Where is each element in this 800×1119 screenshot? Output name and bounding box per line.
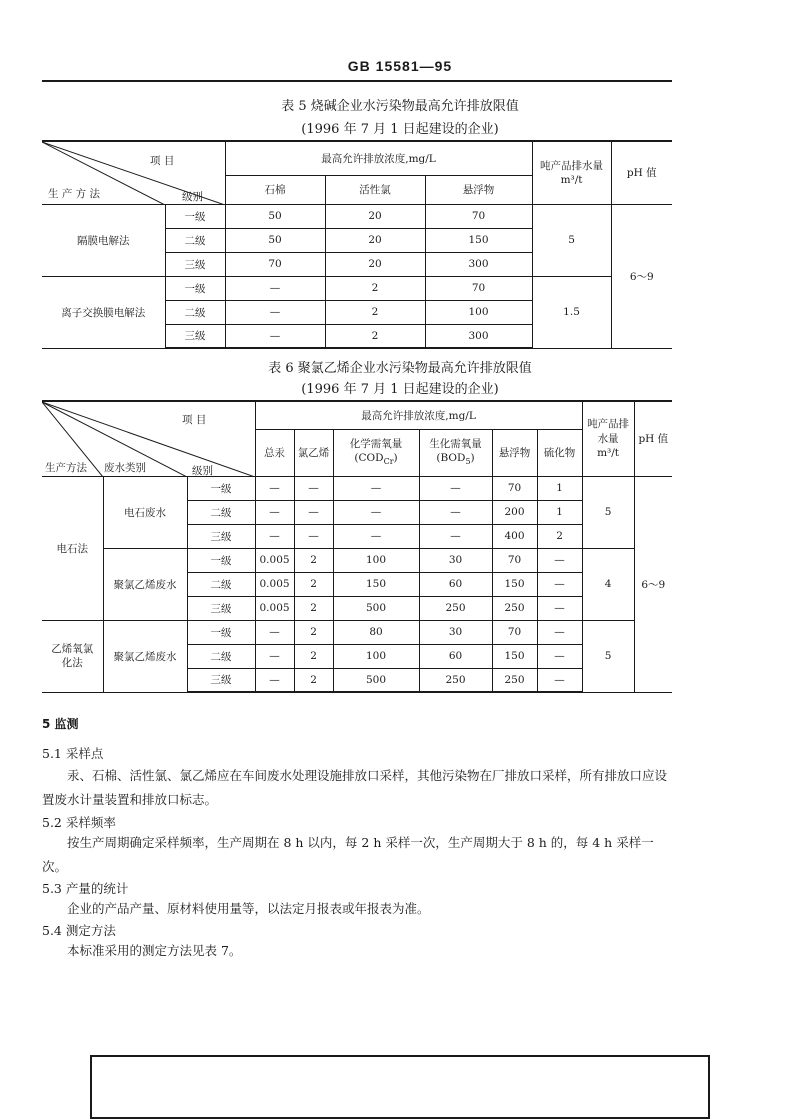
table5-grade: 二级: [165, 300, 225, 324]
table6-cell: 150: [333, 572, 419, 596]
cod-open: (COD: [354, 452, 384, 465]
table6-cell: 60: [419, 572, 492, 596]
table6-cell: 30: [419, 620, 492, 644]
table6-cell: 2: [294, 668, 333, 692]
table6-cell: —: [537, 596, 582, 620]
table6-cell: 70: [492, 548, 537, 572]
cod-close: ): [393, 452, 398, 465]
table6-cell: —: [255, 500, 294, 524]
table6-cell: 250: [419, 596, 492, 620]
table6-grade: 二级: [187, 644, 255, 668]
table5-head-ph: pH 值: [611, 141, 672, 204]
table6-cell: —: [294, 476, 333, 500]
section-5-3-text: 企业的产品产量、原材料使用量等，以法定月报表或年报表为准。: [67, 901, 430, 916]
table6-cell: 1: [537, 500, 582, 524]
table5-cell: —: [225, 300, 325, 324]
table6-col-cod: [333, 429, 419, 476]
table5-head-grade: 级别: [182, 191, 203, 203]
table6-waste: 聚氯乙烯废水: [103, 620, 187, 692]
table6-cell: 2: [294, 620, 333, 644]
bod-close: ): [470, 452, 475, 465]
table6-cell: 70: [492, 476, 537, 500]
table6-method: 电石法: [42, 476, 103, 620]
table6-cell: 2: [537, 524, 582, 548]
table6-cell: 0.005: [255, 596, 294, 620]
table6-cell: 150: [492, 572, 537, 596]
section-5-heading: 5 监测: [42, 717, 79, 731]
table6-cell: 100: [333, 644, 419, 668]
table6-cell: 400: [492, 524, 537, 548]
table5-grade: 一级: [165, 204, 225, 228]
table5-water: 1.5: [532, 276, 611, 348]
table6-cell: —: [537, 620, 582, 644]
table5-cell: 70: [425, 204, 532, 228]
table6-cell: 70: [492, 620, 537, 644]
table5-cell: 20: [325, 252, 425, 276]
table6-cell: 30: [419, 548, 492, 572]
section-5-2-text: 按生产周期确定采样频率，生产周期在 8 h 以内，每 2 h 采样一次，生产周期大于 8 h 的，每 4 h 采样一次。: [42, 835, 654, 874]
table6-cell: 0.005: [255, 572, 294, 596]
table6-head-method: 生产方法: [45, 462, 87, 474]
table6-cell: 2: [294, 548, 333, 572]
table6-ph: 6～9: [634, 476, 672, 692]
table6-col-hg: 总汞: [255, 429, 294, 476]
table5-grade: 三级: [165, 252, 225, 276]
table6-grade: 一级: [187, 620, 255, 644]
table5-cell: —: [225, 276, 325, 300]
table6-cell: 2: [294, 572, 333, 596]
table6-col-bod-a: 生化需氧量: [429, 437, 482, 450]
table6-cell: —: [537, 548, 582, 572]
table6-grade: 一级: [187, 476, 255, 500]
table6-cell: 250: [492, 668, 537, 692]
table5-col-asbestos: 石棉: [225, 175, 325, 204]
standard-code: GB 15581—95: [347, 58, 453, 74]
table6-cell: —: [419, 476, 492, 500]
section-5-2-heading: 5.2 采样频率: [42, 815, 116, 830]
table6-cell: 250: [419, 668, 492, 692]
table6-cell: 250: [492, 596, 537, 620]
table5-cell: 150: [425, 228, 532, 252]
table6-cell: 2: [294, 644, 333, 668]
table6-subtitle: (1996 年 7 月 1 日起建设的企业): [301, 382, 499, 397]
table6-cell: 150: [492, 644, 537, 668]
table6-head-waste: 废水类别: [104, 462, 146, 474]
table6-cell: —: [255, 620, 294, 644]
table5-head-method: 生 产 方 法: [48, 188, 101, 200]
table6-method: 乙烯氧氯化法: [42, 620, 103, 692]
table6-head-ph: pH 值: [634, 401, 672, 476]
table6-cell: 500: [333, 668, 419, 692]
table6-col-cod-a: 化学需氧量: [349, 437, 403, 450]
table-row: [42, 548, 672, 572]
table5-head-water-unit: m³/t: [560, 173, 583, 186]
table6-cell: —: [419, 524, 492, 548]
table6-cell: 60: [419, 644, 492, 668]
table5-ph: 6～9: [611, 204, 672, 348]
bod-sub: 5: [465, 457, 471, 467]
table6-head-conc: 最高允许排放浓度,mg/L: [255, 401, 582, 429]
table6-cell: —: [294, 500, 333, 524]
table6-cell: —: [537, 644, 582, 668]
table6-col-cod-b: [334, 451, 419, 468]
table5-method: 离子交换膜电解法: [42, 276, 165, 348]
section-5-1-heading: 5.1 采样点: [42, 746, 104, 761]
section-5-1-text: 汞、石棉、活性氯、氯乙烯应在车间废水处理设施排放口采样，其他污染物在厂排放口采样，所有排放口应设置废水计量装置和排放口标志。: [42, 768, 668, 807]
table5-cell: 70: [425, 276, 532, 300]
table5-col-ss: 悬浮物: [425, 175, 532, 204]
table5-method: 隔膜电解法: [42, 204, 165, 276]
table6-cell: —: [255, 668, 294, 692]
table5-cell: 70: [225, 252, 325, 276]
table6-grade: 三级: [187, 596, 255, 620]
table6-cell: —: [333, 524, 419, 548]
table5-head-water: [532, 141, 611, 204]
section-5-4-heading: 5.4 测定方法: [42, 923, 116, 938]
table5-grade: 三级: [165, 324, 225, 348]
table5-cell: —: [225, 324, 325, 348]
table6-col-bod-b: [420, 451, 492, 468]
table6-grade: 二级: [187, 572, 255, 596]
table5-cell: 300: [425, 324, 532, 348]
table5-cell: 2: [325, 300, 425, 324]
table5-cell: 20: [325, 228, 425, 252]
table6-cell: 500: [333, 596, 419, 620]
table6-cell: 200: [492, 500, 537, 524]
table6-head-water: [582, 401, 634, 476]
table6-water: 5: [582, 476, 634, 548]
table5-cell: 2: [325, 276, 425, 300]
table6-cell: —: [537, 668, 582, 692]
table6-grade: 二级: [187, 500, 255, 524]
table6-grade: 三级: [187, 668, 255, 692]
table5-head-item: 项 目: [150, 155, 175, 167]
table6-cell: —: [333, 500, 419, 524]
table6-col-ss: 悬浮物: [492, 429, 537, 476]
table6-grade: 三级: [187, 524, 255, 548]
table6-cell: —: [255, 476, 294, 500]
table6-cell: 100: [333, 548, 419, 572]
table-row: [42, 204, 672, 228]
table6-cell: —: [419, 500, 492, 524]
table6-cell: 2: [294, 596, 333, 620]
table5-diagonal-header: [42, 141, 225, 204]
table5-cell: 50: [225, 228, 325, 252]
table5-cell: 20: [325, 204, 425, 228]
section-5-4-text: 本标准采用的测定方法见表 7。: [67, 943, 242, 958]
table5-head-conc: 最高允许排放浓度,mg/L: [225, 141, 532, 175]
table6-col-vcm: 氯乙烯: [294, 429, 333, 476]
table6-waste: 电石废水: [103, 476, 187, 548]
table5-head-water-label: 吨产品排水量: [540, 159, 604, 172]
table6-title: 表 6 聚氯乙烯企业水污染物最高允许排放限值: [268, 361, 532, 376]
table6-cell: —: [333, 476, 419, 500]
table6-cell: —: [255, 644, 294, 668]
table6-water: 4: [582, 548, 634, 620]
table6-waste: 聚氯乙烯废水: [103, 548, 187, 620]
table5-grade: 一级: [165, 276, 225, 300]
table5-cell: 300: [425, 252, 532, 276]
table6-head-item: 项 目: [182, 414, 207, 426]
table6-head-grade: 级别: [192, 465, 213, 476]
table5-water: 5: [532, 204, 611, 276]
table6-cell: —: [255, 524, 294, 548]
table6-col-sulfide: 硫化物: [537, 429, 582, 476]
table5-cell: 2: [325, 324, 425, 348]
table6-cell: 80: [333, 620, 419, 644]
table6-cell: 1: [537, 476, 582, 500]
table6-head-water-label: 吨产品排水量: [587, 418, 630, 445]
table-row: [42, 476, 672, 500]
table6: [42, 400, 672, 693]
table5-title: 表 5 烧碱企业水污染物最高允许排放限值: [281, 99, 519, 114]
table5-cell: 100: [425, 300, 532, 324]
table5: [42, 140, 672, 349]
table6-diagonal-header: [42, 401, 255, 476]
table6-cell: 0.005: [255, 548, 294, 572]
table-row: [42, 620, 672, 644]
cod-sub: Cr: [383, 457, 394, 467]
table6-col-bod: [419, 429, 492, 476]
table5-subtitle: (1996 年 7 月 1 日起建设的企业): [301, 122, 499, 137]
bod-open: (BOD: [436, 452, 466, 465]
table6-cell: —: [294, 524, 333, 548]
table5-cell: 50: [225, 204, 325, 228]
table6-grade: 一级: [187, 548, 255, 572]
table6-water: 5: [582, 620, 634, 692]
table6-head-water-unit: m³/t: [597, 446, 620, 459]
section-5-3-heading: 5.3 产量的统计: [42, 881, 129, 896]
bottom-frame: [90, 1055, 710, 1119]
table-row: [42, 276, 672, 300]
table5-col-chlorine: 活性氯: [325, 175, 425, 204]
table6-cell: —: [537, 572, 582, 596]
header-rule: [42, 80, 672, 82]
table5-grade: 二级: [165, 228, 225, 252]
